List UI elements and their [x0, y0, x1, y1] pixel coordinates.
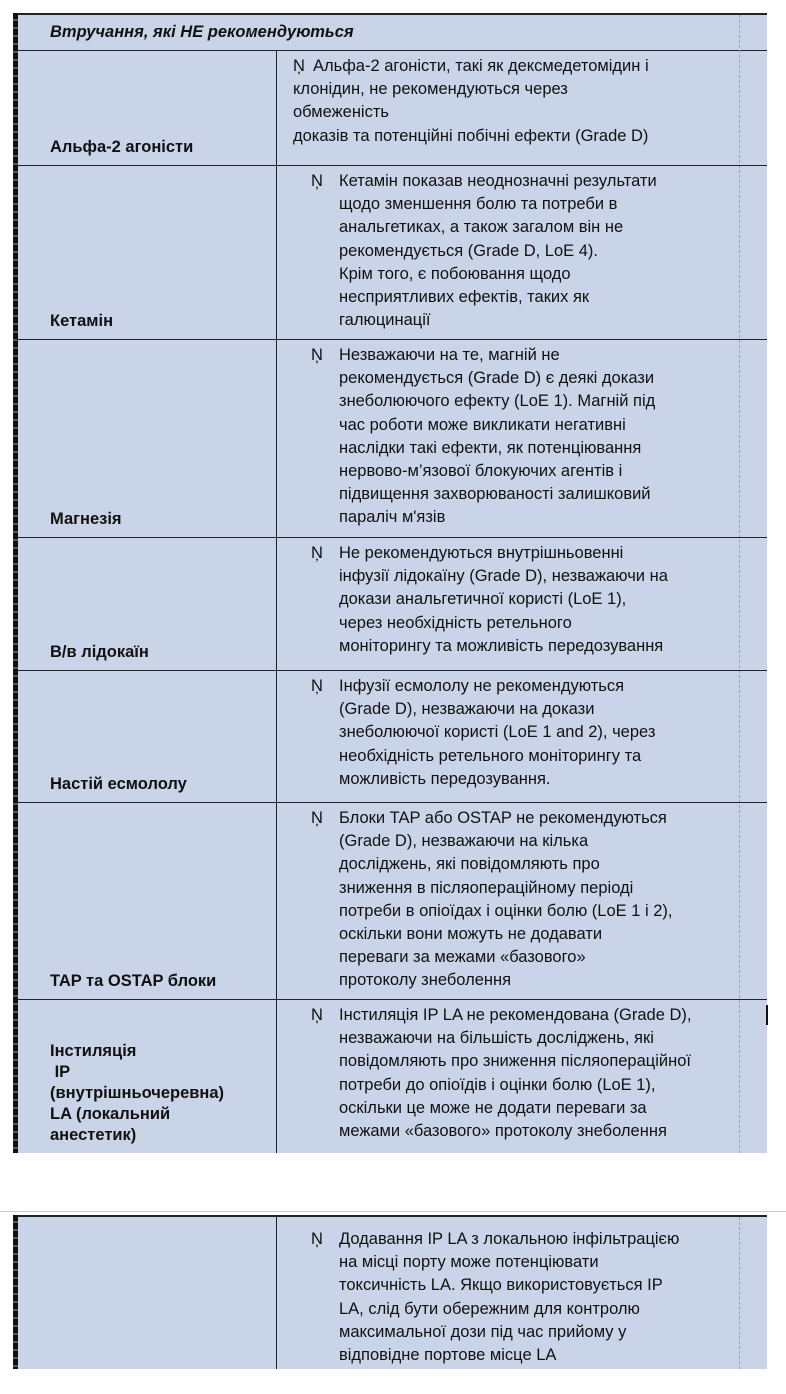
recommendations-table: [17, 13, 767, 1153]
row-label-line: IP: [50, 1063, 71, 1081]
row-text: Не рекомендуються внутрішньовенні інфузії лідокаїну (Grade D), незважаючи на докази анальгетичної користі (LoE 1), через необхідність ретельного моніторингу та можливість передозування: [339, 544, 668, 655]
row-content: [277, 1000, 767, 1153]
row-content: [277, 340, 767, 537]
row-label: [17, 1000, 277, 1153]
row-content: [277, 1217, 767, 1369]
bullet-marker: Ņ: [311, 677, 323, 695]
table-header: Втручання, які НЕ рекомендуються: [17, 15, 767, 51]
row-text: Незважаючи на те, магній не рекомендується (Grade D) є деякі докази знеболюючого ефекту (LoE 1). Магній під час роботи може викликати негативні наслідки такі ефекти, як потенціювання нервово-м’язової блокуючих агентів і підвищення захворюваності залишковий параліч м'язів: [339, 346, 656, 527]
bullet-marker: Ņ: [311, 172, 323, 190]
table-row: [17, 340, 767, 538]
table-row: [17, 803, 767, 1000]
row-text: Додавання IP LA з локальною інфільтрацією на місці порту може потенціювати токсичність LA. Якщо використовується IP LA, слід бути обережним для контролю максимальної дози під час прийому у відповідне портове місце LA: [339, 1230, 680, 1365]
row-label-line: анестетик): [50, 1126, 137, 1144]
bullet-marker: Ņ: [311, 809, 323, 827]
row-text: Альфа-2 агоністи, такі як дексмедетомідин і клонідин, не рекомендуються через обмеженість доказів та потенційні побічні ефекти (Grade D): [293, 57, 649, 145]
row-label-line: Інстиляція: [50, 1042, 137, 1060]
row-label: TAP та OSTAP блоки: [17, 803, 277, 999]
bullet-marker: Ņ: [311, 1006, 323, 1024]
row-label: Альфа-2 агоністи: [17, 51, 277, 165]
row-text: Інстиляція IP LA не рекомендована (Grade D), незважаючи на більшість досліджень, які повідомляють про зниження післяопераційної потреби до опіоїдів і оцінки болю (LoE 1), оскільки це може не додати переваги за межами «базового» протоколу знеболення: [339, 1006, 692, 1141]
table-row: [17, 1000, 767, 1153]
bullet-marker: Ņ: [311, 346, 323, 364]
row-text: Кетамін показав неоднозначні результати щодо зменшення болю та потреби в анальгетиках, а також загалом він не рекомендується (Grade D, LoE 4). Крім того, є побоювання щодо несприятливих ефектів, таких як галюцинації: [339, 172, 657, 330]
row-content: [277, 51, 767, 165]
row-label: Магнезія: [17, 340, 277, 537]
row-text: Блоки TAP або OSTAP не рекомендуються (Grade D), незважаючи на кілька досліджень, які повідомляють про зниження в післяопераційному періоді потреби в опіоїдах і оцінки болю (LoE 1 і 2), оскільки вони можуть не додавати переваги за межами «базового» протоколу знеболення: [339, 809, 673, 990]
row-content: [277, 538, 767, 670]
row-text: Інфузії есмололу не рекомендуються (Grade D), незважаючи на докази знеболюючої користі (LoE 1 and 2), через необхідність ретельного моніторингу та можливість передозування.: [339, 677, 656, 788]
bullet-marker: Ņ: [311, 544, 323, 562]
row-label-line: (внутрішньочеревна): [50, 1084, 225, 1102]
table-row: [17, 1217, 767, 1369]
page-break-divider: [0, 1211, 786, 1212]
edge-tick-mark: [766, 1005, 768, 1025]
table-row: [17, 671, 767, 803]
table-row: [17, 538, 767, 671]
row-content: [277, 671, 767, 802]
continuation-table: [17, 1215, 767, 1369]
row-label: Кетамін: [17, 166, 277, 339]
row-label: В/в лідокаїн: [17, 538, 277, 670]
bullet-marker: Ņ: [293, 57, 305, 75]
row-content: [277, 803, 767, 999]
row-label: [17, 1217, 277, 1369]
row-label-line: LA (локальний: [50, 1105, 171, 1123]
row-label: Настій есмололу: [17, 671, 277, 802]
table-row: [17, 51, 767, 166]
bullet-marker: Ņ: [311, 1230, 323, 1248]
row-content: [277, 166, 767, 339]
table-row: [17, 166, 767, 340]
